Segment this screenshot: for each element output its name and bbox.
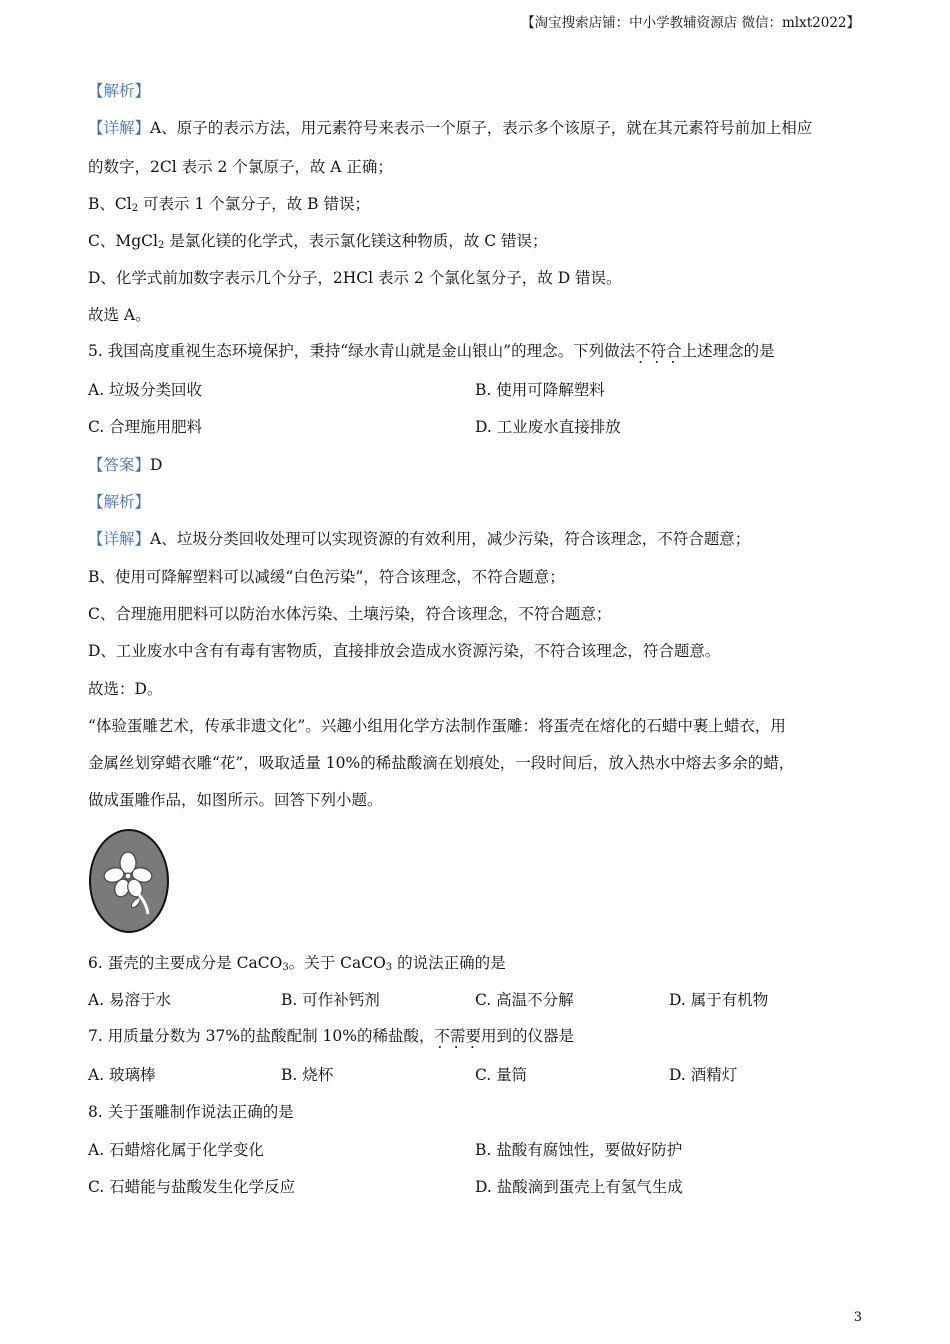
q4-detail-d: D、化学式前加数字表示几个分子，2HCl 表示 2 个氯化氢分子，故 D 错误。 xyxy=(88,269,622,287)
q6-stem-mid: 。关于 CaCO xyxy=(288,954,386,972)
q7-stem-emphasis: 不需要 · · · xyxy=(434,1027,481,1045)
passage-line-2: 金属丝划穿蜡衣雕“花”，吸取适量 10%的稀盐酸滴在划痕处，一段时间后，放入热水中熔去多余的蜡， xyxy=(88,754,795,772)
q4-c-pre: C、MgCl xyxy=(88,232,158,250)
q4-b-pre: B、Cl xyxy=(88,195,132,213)
q5-choose: 故选：D。 xyxy=(88,680,163,698)
egg-carving-figure xyxy=(88,828,172,934)
q4-choose: 故选 A。 xyxy=(88,306,151,324)
q5-stem-pre: 5. 我国高度重视生态环境保护，秉持“绿水青山就是金山银山”的理念。下列做法 xyxy=(88,342,636,360)
q4-b-post: 可表示 1 个氯分子，故 B 错误； xyxy=(138,195,370,213)
q5-option-b: B. 使用可降解塑料 xyxy=(475,381,605,399)
q4-detail-label: 【详解】 xyxy=(88,119,151,137)
q5-answer-label: 【答案】 xyxy=(88,456,151,474)
q4-analysis-label: 【解析】 xyxy=(88,82,151,100)
passage-line-1: “体验蛋雕艺术，传承非遗文化”。兴趣小组用化学方法制作蛋雕：将蛋壳在熔化的石蜡中裹上蜡衣，用 xyxy=(88,717,786,735)
q5-stem-emphasis: 不符合 · · · xyxy=(635,342,682,360)
q5-option-c: C. 合理施用肥料 xyxy=(88,418,203,436)
passage-line-3: 做成蛋雕作品，如图所示。回答下列小题。 xyxy=(88,791,383,809)
q5-answer xyxy=(88,455,162,475)
q5-detail-label: 【详解】 xyxy=(88,530,151,548)
q5-option-d: D. 工业废水直接排放 xyxy=(475,418,621,436)
page-number: 3 xyxy=(853,1310,862,1325)
q5-analysis-label: 【解析】 xyxy=(88,493,151,511)
q6-sub-2: 3 xyxy=(385,962,393,973)
q7-option-a: A. 玻璃棒 xyxy=(88,1066,156,1084)
q6-option-b: B. 可作补钙剂 xyxy=(281,991,380,1009)
q8-option-c: C. 石蜡能与盐酸发生化学反应 xyxy=(88,1178,296,1196)
q7-option-c: C. 量筒 xyxy=(475,1066,528,1084)
q8-option-d: D. 盐酸滴到蛋壳上有氢气生成 xyxy=(475,1178,683,1196)
q4-detail-c xyxy=(88,231,548,256)
q4-b-sub: 2 xyxy=(131,203,139,214)
q6-option-a: A. 易溶于水 xyxy=(88,991,172,1009)
q7-option-d: D. 酒精灯 xyxy=(669,1066,738,1084)
q6-stem-pre: 6. 蛋壳的主要成分是 CaCO xyxy=(88,954,283,972)
q5-stem xyxy=(88,341,775,361)
q4-detail-line-2: 的数字，2Cl 表示 2 个氯原子，故 A 正确； xyxy=(88,158,393,176)
q6-stem-post: 的说法正确的是 xyxy=(392,954,506,972)
q8-option-b: B. 盐酸有腐蚀性，要做好防护 xyxy=(475,1141,683,1159)
q5-detail-a-text: A、垃圾分类回收处理可以实现资源的有效利用，减少污染，符合该理念，不符合题意； xyxy=(150,530,751,548)
q5-option-a: A. 垃圾分类回收 xyxy=(88,381,203,399)
q8-stem: 8. 关于蛋雕制作说法正确的是 xyxy=(88,1103,294,1121)
page-header: 【淘宝搜索店铺：中小学教辅资源店 微信：mlxt2022】 xyxy=(521,15,860,31)
q4-detail-text: A、原子的表示方法，用元素符号来表示一个原子，表示多个该原子，就在其元素符号前加上相应 xyxy=(150,119,813,137)
q5-detail-d: D、工业废水中含有有毒有害物质，直接排放会造成水资源污染，不符合该理念，符合题意。 xyxy=(88,642,721,660)
q8-option-a: A. 石蜡熔化属于化学变化 xyxy=(88,1141,265,1159)
q6-sub-1: 3 xyxy=(282,962,289,973)
q4-detail-line-1 xyxy=(88,118,812,138)
q5-detail-c: C、合理施用肥料可以防治水体污染、土壤污染，符合该理念，不符合题意； xyxy=(88,605,612,623)
q7-stem xyxy=(88,1026,574,1046)
q5-stem-post: 上述理念的是 xyxy=(681,342,775,360)
q5-detail-b: B、使用可降解塑料可以减缓“白色污染”，符合该理念，不符合题意； xyxy=(88,568,565,586)
q5-detail-a xyxy=(88,529,750,549)
q4-c-post: 是氯化镁的化学式，表示氯化镁这种物质，故 C 错误； xyxy=(164,232,548,250)
q5-answer-value: D xyxy=(150,456,163,474)
q7-stem-post: 用到的仪器是 xyxy=(481,1027,575,1045)
q4-c-sub: 2 xyxy=(157,240,165,251)
q6-option-d: D. 属于有机物 xyxy=(669,991,769,1009)
q4-detail-b xyxy=(88,194,370,219)
q7-option-b: B. 烧杯 xyxy=(281,1066,334,1084)
q6-stem xyxy=(88,953,506,978)
q6-option-c: C. 高温不分解 xyxy=(475,991,574,1009)
q7-stem-pre: 7. 用质量分数为 37%的盐酸配制 10%的稀盐酸， xyxy=(88,1027,435,1045)
